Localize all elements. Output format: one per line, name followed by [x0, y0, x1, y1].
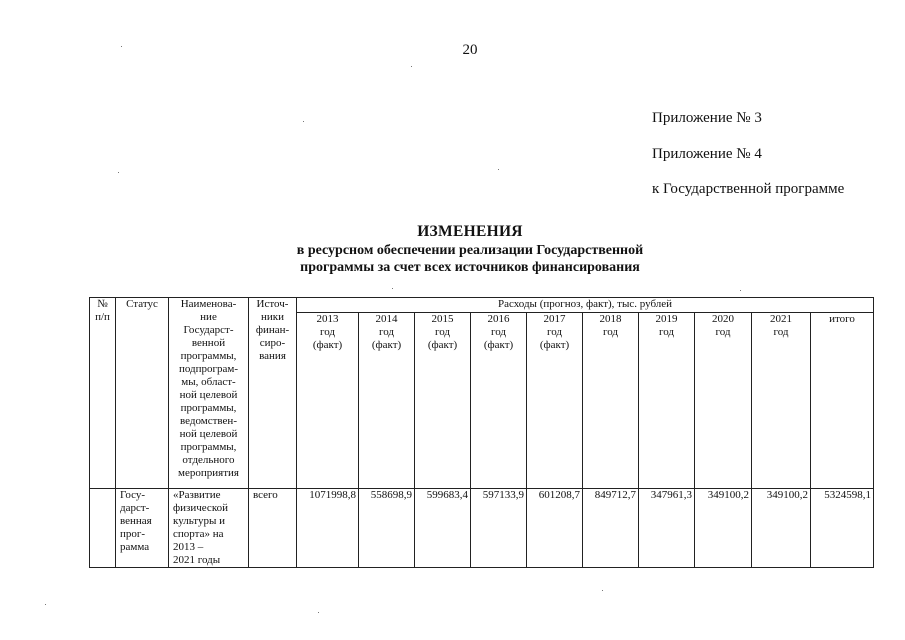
scan-speck — [411, 66, 412, 67]
year-label: 2017 — [543, 313, 566, 325]
value-2013: 1071998,8 — [297, 489, 359, 568]
value-2020: 349100,2 — [695, 489, 752, 568]
document-title-block — [250, 222, 690, 276]
value-2016: 597133,9 — [471, 489, 527, 568]
year-label: 2016 — [487, 313, 510, 325]
value-2018: 849712,7 — [583, 489, 639, 568]
value-2019: 347961,3 — [639, 489, 695, 568]
year-unit: год — [658, 326, 675, 338]
header-name-line: программы, — [180, 350, 237, 362]
status-line: венная — [120, 515, 152, 527]
year-label: 2021 — [770, 313, 792, 325]
scan-speck — [318, 612, 319, 613]
header-source-line: сиро- — [259, 337, 286, 349]
header-source-line: ники — [260, 311, 284, 323]
header-name-line: мероприятия — [178, 467, 239, 479]
header-num-label: № — [97, 298, 108, 310]
header-year-2013 — [297, 313, 359, 489]
year-type: (факт) — [483, 339, 514, 351]
header-name-line: ведомствен- — [180, 415, 237, 427]
year-unit: год — [602, 326, 619, 338]
budget-changes-table — [89, 297, 874, 568]
name-line: физической — [173, 502, 228, 514]
year-unit: год — [378, 326, 395, 338]
header-name-line: венной — [191, 337, 226, 349]
header-status-cell: Статус — [116, 298, 169, 489]
scan-speck — [498, 169, 499, 170]
row-name-cell — [169, 489, 249, 568]
status-line: дарст- — [120, 502, 150, 514]
header-source-line: вания — [259, 350, 286, 362]
scan-speck — [602, 590, 603, 591]
document-title: ИЗМЕНЕНИЯ — [417, 223, 523, 240]
header-year-2017 — [527, 313, 583, 489]
name-line: 2021 годы — [173, 554, 221, 566]
year-label: 2013 — [316, 313, 339, 325]
value-2014: 558698,9 — [359, 489, 415, 568]
header-year-2019 — [639, 313, 695, 489]
header-year-2014 — [359, 313, 415, 489]
header-year-2016 — [471, 313, 527, 489]
year-label: 2020 — [712, 313, 734, 325]
table-header-row-1 — [90, 298, 874, 313]
page-number: 20 — [462, 42, 478, 58]
scan-speck — [121, 46, 122, 47]
total-label: итого — [829, 313, 855, 325]
name-line: культуры и — [173, 515, 225, 527]
year-label: 2015 — [431, 313, 454, 325]
header-name-line: Государст- — [183, 324, 234, 336]
name-line: спорта» на — [173, 528, 224, 540]
name-line: 2013 – — [173, 541, 204, 553]
header-name-cell — [169, 298, 249, 489]
value-2015: 599683,4 — [415, 489, 471, 568]
header-source-line: Источ- — [256, 298, 289, 310]
value-2021: 349100,2 — [752, 489, 811, 568]
year-type: (факт) — [371, 339, 402, 351]
scan-speck — [45, 604, 46, 605]
header-name-line: ние — [200, 311, 217, 323]
status-line: прог- — [120, 528, 146, 540]
row-num-cell — [90, 489, 116, 568]
header-year-2015 — [415, 313, 471, 489]
document-subtitle-line-1: в ресурсном обеспечении реализации Государственной — [296, 243, 644, 258]
document-subtitle-line-2: программы за счет всех источников финансирования — [300, 260, 640, 275]
year-unit: год — [773, 326, 789, 338]
header-year-2020 — [695, 313, 752, 489]
header-num-sublabel: п/п — [95, 311, 110, 323]
year-label: 2014 — [375, 313, 398, 325]
appendix-line-3: к Государственной программе — [652, 181, 845, 197]
header-name-line: отдельного — [182, 454, 235, 466]
header-name-line: программы, — [180, 402, 237, 414]
header-expenses-cell: Расходы (прогноз, факт), тыс. рублей — [297, 298, 874, 313]
scan-speck — [303, 121, 304, 122]
year-unit: год — [434, 326, 451, 338]
name-line: «Развитие — [173, 489, 221, 501]
header-name-line: ной целевой — [179, 428, 238, 440]
header-name-line: Наименова- — [180, 298, 237, 310]
scan-speck — [118, 172, 119, 173]
header-name-line: ной целевой — [179, 389, 238, 401]
header-num-cell — [90, 298, 116, 489]
header-name-line: подпрограм- — [178, 363, 239, 375]
row-source-cell: всего — [249, 489, 297, 568]
scan-speck — [392, 288, 393, 289]
table-row — [90, 489, 874, 568]
appendix-line-1: Приложение № 3 — [652, 110, 762, 126]
year-label: 2019 — [655, 313, 678, 325]
appendix-line-2: Приложение № 4 — [652, 146, 762, 162]
status-line: рамма — [120, 541, 150, 553]
header-year-2021 — [752, 313, 811, 489]
header-source-line: финан- — [255, 324, 290, 336]
year-unit: год — [490, 326, 507, 338]
year-unit: год — [715, 326, 731, 338]
year-type: (факт) — [539, 339, 570, 351]
value-2017: 601208,7 — [527, 489, 583, 568]
year-type: (факт) — [427, 339, 458, 351]
header-source-cell — [249, 298, 297, 489]
row-status-cell — [116, 489, 169, 568]
header-name-line: мы, област- — [181, 376, 236, 388]
header-name-line: программы, — [180, 441, 237, 453]
status-line: Госу- — [120, 489, 146, 501]
header-total — [811, 313, 874, 489]
year-unit: год — [546, 326, 563, 338]
year-unit: год — [319, 326, 336, 338]
header-year-2018 — [583, 313, 639, 489]
year-type: (факт) — [312, 339, 343, 351]
scan-speck — [740, 290, 741, 291]
year-label: 2018 — [599, 313, 622, 325]
value-total: 5324598,1 — [811, 489, 874, 568]
